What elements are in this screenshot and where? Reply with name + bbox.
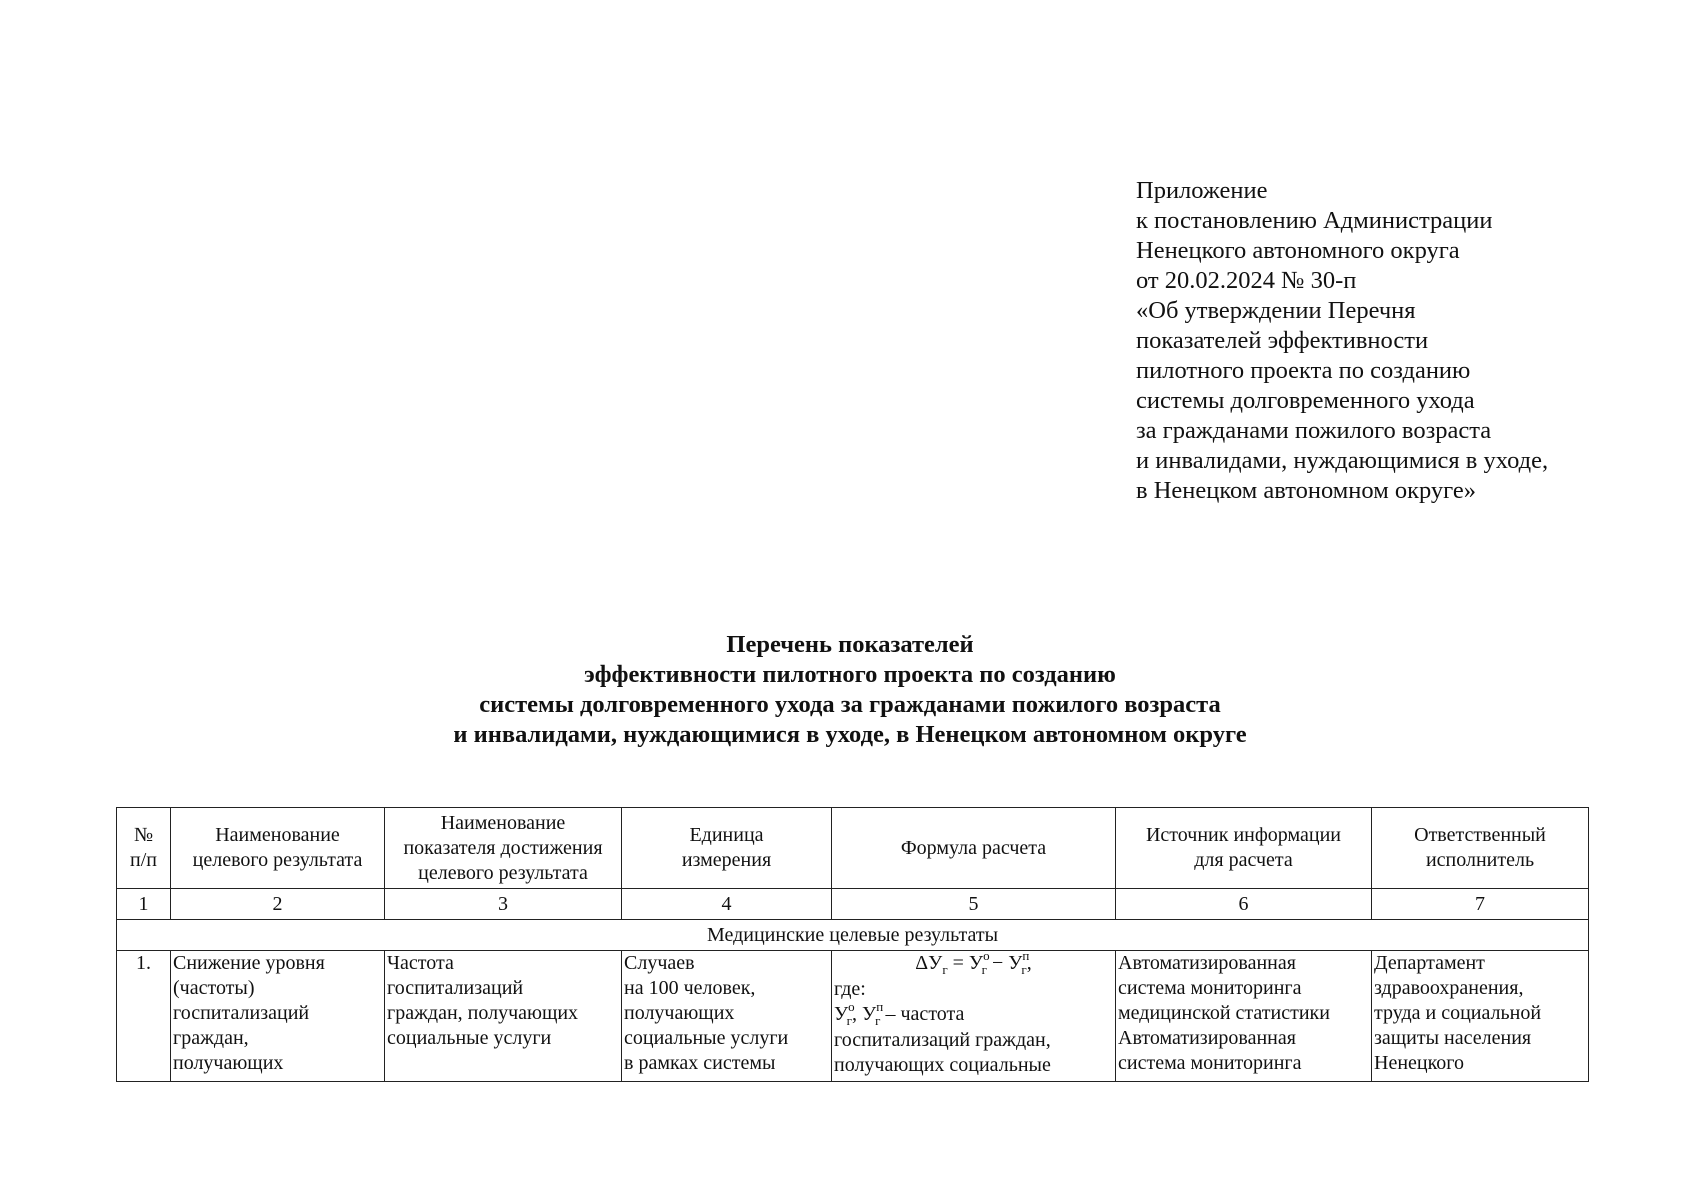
annex-line: Ненецкого автономного округа — [1136, 237, 1460, 264]
header-responsible: Ответственный исполнитель — [1372, 808, 1589, 889]
column-number: 1 — [117, 889, 171, 920]
annex-block — [1136, 176, 1656, 506]
document-title — [300, 630, 1400, 750]
title-line: и инвалидами, нуждающимися в уходе, в Ненецком автономном округе — [453, 721, 1247, 748]
formula-where: где: — [834, 978, 866, 1000]
annex-line: «Об утверждении Перечня — [1136, 297, 1416, 324]
header-num: № п/п — [117, 808, 171, 889]
column-number: 6 — [1116, 889, 1372, 920]
cell-responsible: Департамент здравоохранения, труда и социальной защиты населения Ненецкого — [1372, 951, 1589, 1082]
annex-line: Приложение — [1136, 177, 1268, 204]
annex-line: пилотного проекта по созданию — [1136, 357, 1471, 384]
cell-indicator: Частота госпитализаций граждан, получающих социальные услуги — [385, 951, 622, 1082]
title-line: Перечень показателей — [726, 631, 974, 658]
column-number: 4 — [622, 889, 832, 920]
header-source: Источник информации для расчета — [1116, 808, 1372, 889]
annex-line: от 20.02.2024 № 30-п — [1136, 267, 1357, 294]
annex-line: и инвалидами, нуждающимися в уходе, — [1136, 447, 1549, 474]
annex-line: в Ненецком автономном округе» — [1136, 477, 1476, 504]
row-number: 1. — [117, 951, 171, 1082]
table-header-row — [117, 808, 1589, 889]
header-formula: Формула расчета — [832, 808, 1116, 889]
annex-line: к постановлению Администрации — [1136, 207, 1493, 234]
cell-target-result: Снижение уровня (частоты) госпитализаций граждан, получающих — [171, 951, 385, 1082]
header-indicator: Наименование показателя достижения целевого результата — [385, 808, 622, 889]
column-number: 2 — [171, 889, 385, 920]
section-title: Медицинские целевые результаты — [117, 920, 1589, 951]
column-number: 5 — [832, 889, 1116, 920]
cell-unit: Случаев на 100 человек, получающих социальные услуги в рамках системы — [622, 951, 832, 1082]
annex-line: за гражданами пожилого возраста — [1136, 417, 1492, 444]
header-target-result: Наименование целевого результата — [171, 808, 385, 889]
column-number: 3 — [385, 889, 622, 920]
title-line: системы долговременного ухода за гражданами пожилого возраста — [479, 691, 1221, 718]
section-row — [117, 920, 1589, 951]
indicators-table — [116, 807, 1589, 1082]
table-row — [117, 951, 1589, 1082]
column-number-row — [117, 889, 1589, 920]
annex-line: системы долговременного ухода — [1136, 387, 1475, 414]
column-number: 7 — [1372, 889, 1589, 920]
cell-source: Автоматизированная система мониторинга медицинской статистики Автоматизированная система мониторинга — [1116, 951, 1372, 1082]
formula-definition: $У^о_г$, $У^п_г$ – частота — [834, 999, 965, 1028]
header-unit: Единица измерения — [622, 808, 832, 889]
cell-formula: $\Delta У_г = У^о_г - У^п_г$, где: $У^о_г$, $У^п_г$ – частота госпитализаций граждан, получающих социальные — [832, 951, 1116, 1082]
title-line: эффективности пилотного проекта по созданию — [584, 661, 1116, 688]
formula-expression: $\Delta У_г = У^о_г - У^п_г$, — [915, 948, 1032, 977]
annex-line: показателей эффективности — [1136, 327, 1429, 354]
